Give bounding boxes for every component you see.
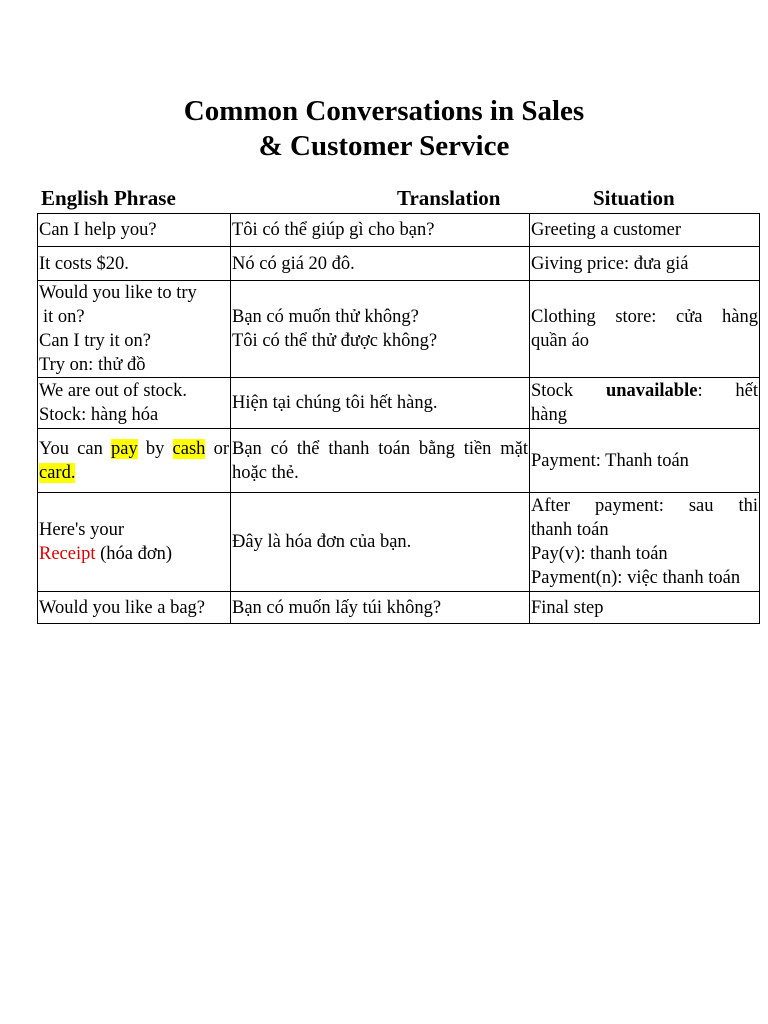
english-line: Would you like to try xyxy=(39,283,197,303)
highlighted-word: pay xyxy=(111,438,138,459)
title-line-1: Common Conversations in Sales xyxy=(183,95,585,127)
english-cell xyxy=(38,378,231,429)
english-cell xyxy=(38,281,231,378)
situation-cell xyxy=(530,378,760,429)
situation-cell: Final step xyxy=(530,592,760,624)
translation-line: hoặc thẻ. xyxy=(232,462,299,483)
header-situation: Situation xyxy=(593,186,675,210)
translation-cell: Hiện tại chúng tôi hết hàng. xyxy=(231,378,530,429)
english-line: Stock: hàng hóa xyxy=(39,405,159,425)
english-cell xyxy=(38,493,231,592)
table-row xyxy=(38,493,760,592)
translation-cell: Bạn có muốn lấy túi không? xyxy=(231,592,530,624)
table-row xyxy=(38,247,760,281)
english-line: it on? xyxy=(43,307,85,327)
table-row xyxy=(38,214,760,247)
situation-line xyxy=(531,379,758,403)
situation-line: Payment(n): việc thanh toán xyxy=(531,568,741,588)
translation-cell: Tôi có thể giúp gì cho bạn? xyxy=(231,214,530,247)
translation-cell: Đây là hóa đơn của bạn. xyxy=(231,493,530,592)
situation-text: Stock xyxy=(531,381,574,401)
situation-text: : hết xyxy=(697,381,758,401)
translation-cell: Nó có giá 20 đô. xyxy=(231,247,530,281)
table-row xyxy=(38,429,760,493)
english-text: or xyxy=(205,438,229,459)
english-line: Here's your xyxy=(39,520,125,540)
english-line: Try on: thử đồ xyxy=(39,355,146,375)
situation-line: Clothing store: cửa hàng xyxy=(531,307,758,327)
english-line: Can I try it on? xyxy=(39,331,152,351)
document-title xyxy=(0,94,768,164)
phrase-table xyxy=(37,213,760,624)
english-text: (hóa đơn) xyxy=(95,544,173,564)
situation-line: After payment: sau thi xyxy=(531,496,758,516)
red-word: Receipt xyxy=(39,544,96,564)
header-english-phrase: English Phrase xyxy=(41,186,176,210)
english-cell: It costs $20. xyxy=(38,247,231,281)
title-line-2: & Customer Service xyxy=(258,130,510,162)
situation-line: hàng xyxy=(531,405,567,425)
english-cell: Can I help you? xyxy=(38,214,231,247)
table-row xyxy=(38,378,760,429)
situation-line: quần áo xyxy=(531,331,590,351)
situation-cell: Payment: Thanh toán xyxy=(530,429,760,493)
translation-line: Bạn có thể thanh toán bằng tiền mặt xyxy=(232,438,528,459)
highlighted-word: cash xyxy=(172,438,206,459)
situation-cell xyxy=(530,493,760,592)
situation-line: thanh toán xyxy=(531,520,609,540)
english-text: by xyxy=(137,438,173,459)
english-text: You can xyxy=(39,438,111,459)
highlighted-word: card. xyxy=(39,462,76,483)
english-line xyxy=(39,461,229,485)
situation-cell: Giving price: đưa giá xyxy=(530,247,760,281)
table-row xyxy=(38,592,760,624)
situation-cell: Greeting a customer xyxy=(530,214,760,247)
translation-line: Tôi có thể thử được không? xyxy=(232,331,438,351)
header-translation: Translation xyxy=(397,186,501,210)
translation-cell xyxy=(231,281,530,378)
english-line xyxy=(39,437,229,461)
english-cell: Would you like a bag? xyxy=(38,592,231,624)
translation-line: Bạn có muốn thử không? xyxy=(232,307,419,327)
situation-cell xyxy=(530,281,760,378)
situation-line: Pay(v): thanh toán xyxy=(531,544,668,564)
english-line xyxy=(39,542,229,566)
table-row xyxy=(38,281,760,378)
english-cell xyxy=(38,429,231,493)
english-line: We are out of stock. xyxy=(39,381,187,401)
situation-bold-text: unavailable xyxy=(605,381,698,401)
translation-cell xyxy=(231,429,530,493)
